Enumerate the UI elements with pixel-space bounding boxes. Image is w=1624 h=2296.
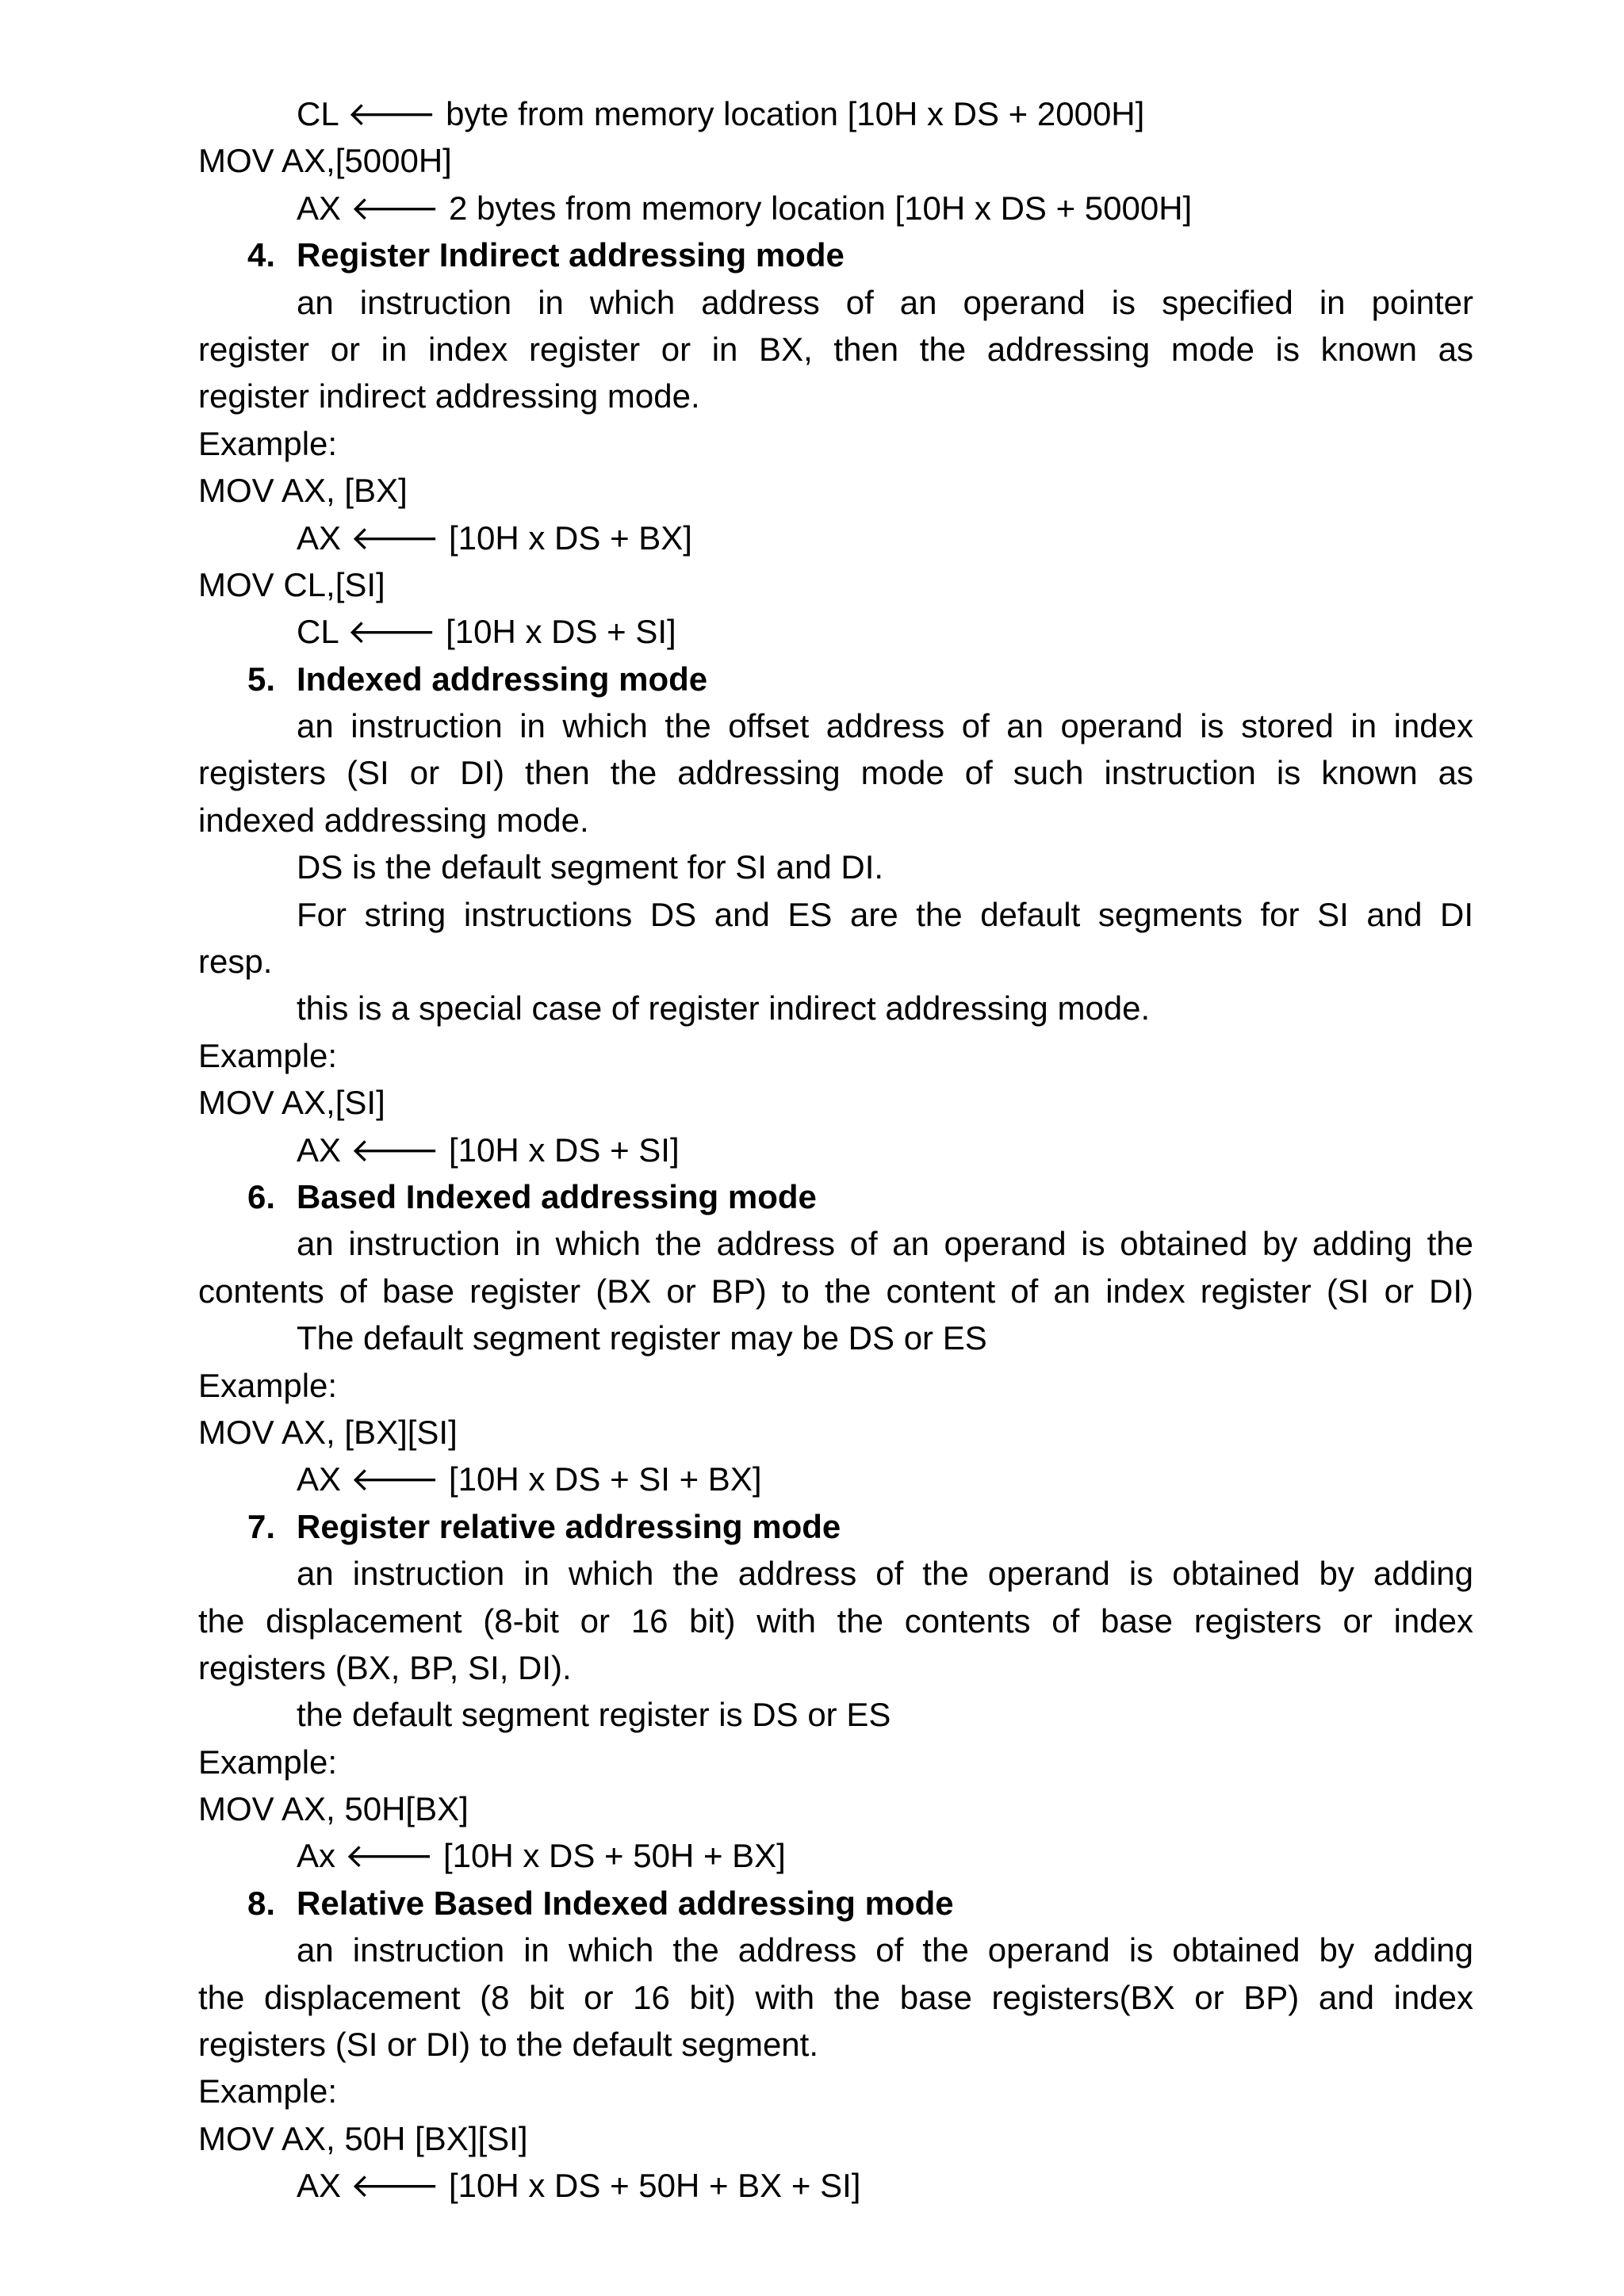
section-title: Relative Based Indexed addressing mode	[297, 1884, 954, 1922]
text-line: For string instructions DS and ES are the default segments for SI and DI	[297, 895, 1473, 933]
text-line: the displacement (8 bit or 16 bit) with the base registers(BX or BP) and index	[198, 1978, 1473, 2016]
document-page	[198, 90, 1473, 2210]
section-number: 4.	[247, 236, 276, 274]
text-line: Example:	[198, 1036, 338, 1074]
text-line: the displacement (8-bit or 16 bit) with the contents of base registers or index	[198, 1601, 1473, 1640]
text-line: CL 🡐 byte from memory location [10H x DS + 2000H]	[297, 95, 1145, 132]
text-line: Example:	[198, 2072, 338, 2110]
text-line: an instruction in which the address of the operand is obtained by adding	[297, 1931, 1473, 1969]
text-line: register or in index register or in BX, then the addressing mode is known as	[198, 330, 1473, 368]
text-line: registers (SI or DI) then the addressing mode of such instruction is known as	[198, 754, 1473, 792]
text-line: the default segment register is DS or ES	[297, 1696, 891, 1734]
text-line: MOV AX, 50H [BX][SI]	[198, 2119, 528, 2157]
section-heading	[198, 232, 1473, 278]
text-line: register indirect addressing mode.	[198, 377, 700, 415]
section-heading	[198, 1173, 1473, 1220]
text-line: AX 🡐 [10H x DS + 50H + BX + SI]	[297, 2167, 861, 2205]
text-line: AX 🡐 [10H x DS + SI]	[297, 1131, 680, 1169]
text-line: contents of base register (BX or BP) to the content of an index register (SI or DI)	[198, 1272, 1473, 1310]
text-line: The default segment register may be DS or ES	[297, 1319, 987, 1357]
text-line: MOV AX, 50H[BX]	[198, 1790, 469, 1828]
section-heading	[198, 1503, 1473, 1550]
section-title: Based Indexed addressing mode	[297, 1177, 817, 1215]
text-line: an instruction in which the address of an operand is obtained by adding the	[297, 1225, 1473, 1263]
section-heading	[198, 656, 1473, 702]
text-line: AX 🡐 2 bytes from memory location [10H x DS + 5000H]	[297, 189, 1193, 227]
text-line: CL 🡐 [10H x DS + SI]	[297, 613, 676, 651]
text-line: MOV AX,[SI]	[198, 1084, 385, 1122]
text-line: an instruction in which the address of the operand is obtained by adding	[297, 1555, 1473, 1593]
section-title: Register Indirect addressing mode	[297, 236, 845, 274]
text-line: an instruction in which address of an operand is specified in pointer	[297, 283, 1473, 321]
text-line: indexed addressing mode.	[198, 801, 589, 839]
text-line: Example:	[198, 1743, 338, 1781]
text-line: Ax 🡐 [10H x DS + 50H + BX]	[297, 1837, 786, 1875]
text-line: Example:	[198, 424, 338, 462]
text-line: MOV AX, [BX]	[198, 472, 408, 510]
section-number: 7.	[247, 1507, 276, 1545]
section-number: 6.	[247, 1177, 276, 1215]
text-line: MOV AX,[5000H]	[198, 142, 452, 180]
section-heading	[198, 1880, 1473, 1927]
section-number: 8.	[247, 1884, 276, 1922]
text-line: AX 🡐 [10H x DS + SI + BX]	[297, 1460, 762, 1498]
text-line: registers (SI or DI) to the default segment.	[198, 2026, 819, 2064]
text-line: MOV CL,[SI]	[198, 565, 385, 603]
text-line: registers (BX, BP, SI, DI).	[198, 1648, 572, 1686]
section-title: Indexed addressing mode	[297, 660, 708, 698]
text-line: this is a special case of register indirect addressing mode.	[297, 989, 1151, 1027]
text-line: an instruction in which the offset address of an operand is stored in index	[297, 707, 1473, 745]
text-line: MOV AX, [BX][SI]	[198, 1413, 458, 1451]
text-line: DS is the default segment for SI and DI.	[297, 848, 884, 886]
text-line: Example:	[198, 1366, 338, 1404]
section-title: Register relative addressing mode	[297, 1507, 841, 1545]
section-number: 5.	[247, 660, 276, 698]
text-line: AX 🡐 [10H x DS + BX]	[297, 519, 692, 557]
text-line: resp.	[198, 943, 273, 981]
